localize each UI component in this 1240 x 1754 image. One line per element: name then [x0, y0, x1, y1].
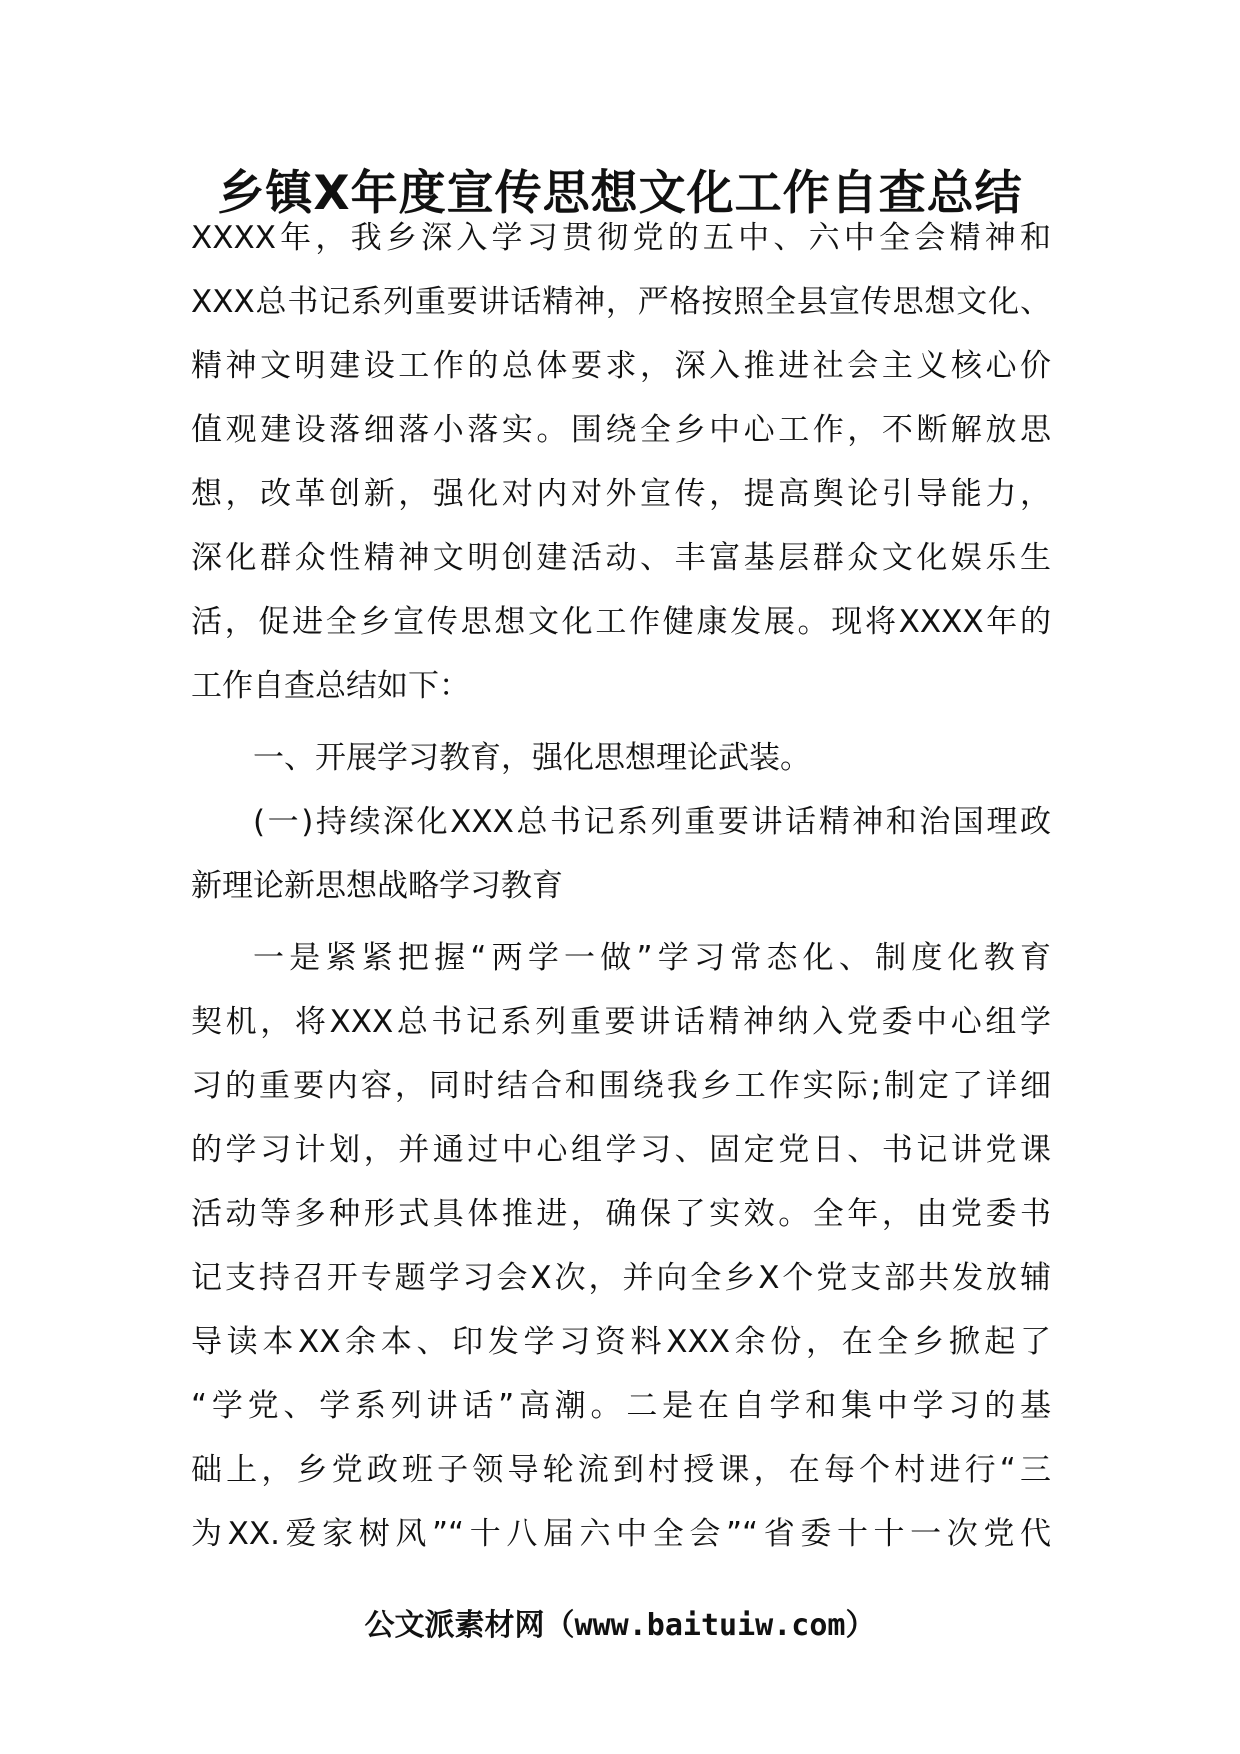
body-line-13: 活动等多种形式具体推进，确保了实效。全年，由党委书	[191, 1196, 1051, 1232]
body-line-14: 记支持召开专题学习会X次，并向全乡X个党支部共发放辅	[191, 1260, 1051, 1296]
body-line-8: 工作自查总结如下：	[191, 668, 470, 704]
document-title: 乡镇X年度宣传思想文化工作自查总结	[217, 166, 1023, 221]
body-line-3: 精神文明建设工作的总体要求，深入推进社会主义核心价	[191, 348, 1051, 384]
body-line-9: 一是紧紧把握“两学一做”学习常态化、制度化教育	[253, 940, 1051, 976]
body-line-6: 深化群众性精神文明创建活动、丰富基层群众文化娱乐生	[191, 540, 1051, 576]
body-line-11: 习的重要内容，同时结合和围绕我乡工作实际;制定了详细	[191, 1068, 1051, 1104]
footer-site-name: 公文派素材网	[364, 1608, 545, 1643]
body-line-15: 导读本XX余本、印发学习资料XXX余份，在全乡掀起了	[191, 1324, 1051, 1360]
subsection-heading-1: (一)持续深化XXX总书记系列重要讲话精神和治国理政	[253, 804, 1051, 840]
footer-watermark	[0, 1606, 1240, 1646]
subsection-heading-1-cont: 新理论新思想战略学习教育	[191, 868, 563, 904]
body-line-4: 值观建设落细落小落实。围绕全乡中心工作，不断解放思	[191, 412, 1051, 448]
section-heading-1: 一、开展学习教育，强化思想理论武装。	[253, 740, 811, 776]
footer-url: （www.baituiw.com）	[544, 1608, 876, 1643]
body-line-1: XXXX年，我乡深入学习贯彻党的五中、六中全会精神和	[191, 220, 1051, 256]
body-line-7: 活，促进全乡宣传思想文化工作健康发展。现将XXXX年的	[191, 604, 1051, 640]
body-line-16: “学党、学系列讲话”高潮。二是在自学和集中学习的基	[191, 1388, 1051, 1424]
body-line-2: XXX总书记系列重要讲话精神，严格按照全县宣传思想文化、	[191, 284, 1051, 320]
body-line-5: 想，改革创新，强化对内对外宣传，提高舆论引导能力，	[191, 476, 1051, 512]
body-line-10: 契机，将XXX总书记系列重要讲话精神纳入党委中心组学	[191, 1004, 1051, 1040]
body-line-12: 的学习计划，并通过中心组学习、固定党日、书记讲党课	[191, 1132, 1051, 1168]
body-line-18: 为XX.爱家树风”“十八届六中全会”“省委十十一次党代	[191, 1516, 1051, 1552]
body-line-17: 础上，乡党政班子领导轮流到村授课，在每个村进行“三	[191, 1452, 1051, 1488]
